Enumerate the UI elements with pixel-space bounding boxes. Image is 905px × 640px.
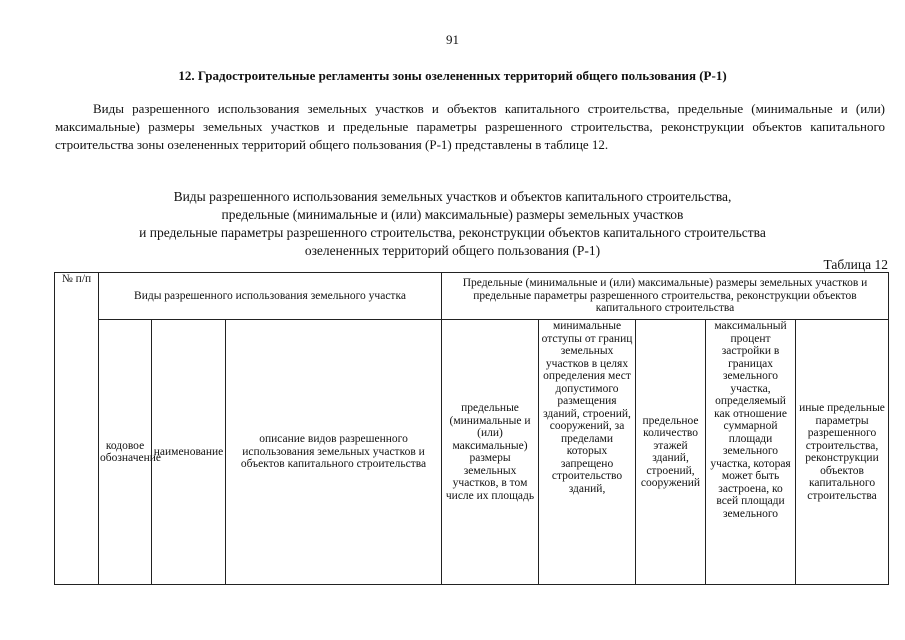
table-title-line-3: и предельные параметры разрешенного строительства, реконструкции объектов капитального строительства: [139, 225, 766, 240]
header-group-uses: Виды разрешенного использования земельного участка: [99, 273, 442, 320]
table-title-line-4: озелененных территорий общего пользования (Р-1): [304, 243, 601, 258]
table-title-line-1: Виды разрешенного использования земельных участков и объектов капитального строительства,: [173, 189, 732, 204]
section-heading: 12. Градостроительные регламенты зоны озелененных территорий общего пользования (Р-1): [178, 68, 727, 83]
regulations-table: [54, 272, 889, 585]
header-description: описание видов разрешенного использования земельных участков и объектов капитального строительства: [226, 320, 442, 585]
table-label: Таблица 12: [823, 257, 888, 272]
header-coverage: максимальный процент застройки в границах земельного участка, определяемый как отношение суммарной площади земельного участка, которая может быть застроена, ко всей площади земельного: [706, 320, 796, 585]
page-number: 91: [446, 32, 459, 47]
header-other: иные предельные параметры разрешенного строительства, реконструкции объектов капитального строительства: [796, 320, 889, 585]
header-group-limits: Предельные (минимальные и (или) максимальные) размеры земельных участков и предельные параметры разрешенного строительства, реконструкции объектов капитального строительства: [442, 273, 889, 320]
header-name: наименование: [152, 320, 226, 585]
header-code: кодовое обозначение: [99, 320, 152, 585]
intro-paragraph: Виды разрешенного использования земельных участков и объектов капитального строительства, предельные (минимальные и (или) максимальные) размеры земельных участков и предельные параметры разрешенного строительства, реконструкции объектов капитального строительства зоны озелененных территорий общего пользования (Р-1) представлены в таблице 12.: [55, 101, 885, 152]
table-title-line-2: предельные (минимальные и (или) максимальные) размеры земельных участков: [221, 207, 684, 222]
header-number: № п/п: [55, 273, 99, 585]
table-title: [40, 188, 865, 260]
header-floors: предельное количество этажей зданий, строений, сооружений: [636, 320, 706, 585]
header-plot-size: предельные (минимальные и (или) максимальные) размеры земельных участков, в том числе их площадь: [442, 320, 539, 585]
header-setbacks: минимальные отступы от границ земельных участков в целях определения мест допустимого размещения зданий, строений, сооружений, за пределами которых запрещено строительство зданий,: [539, 320, 636, 585]
